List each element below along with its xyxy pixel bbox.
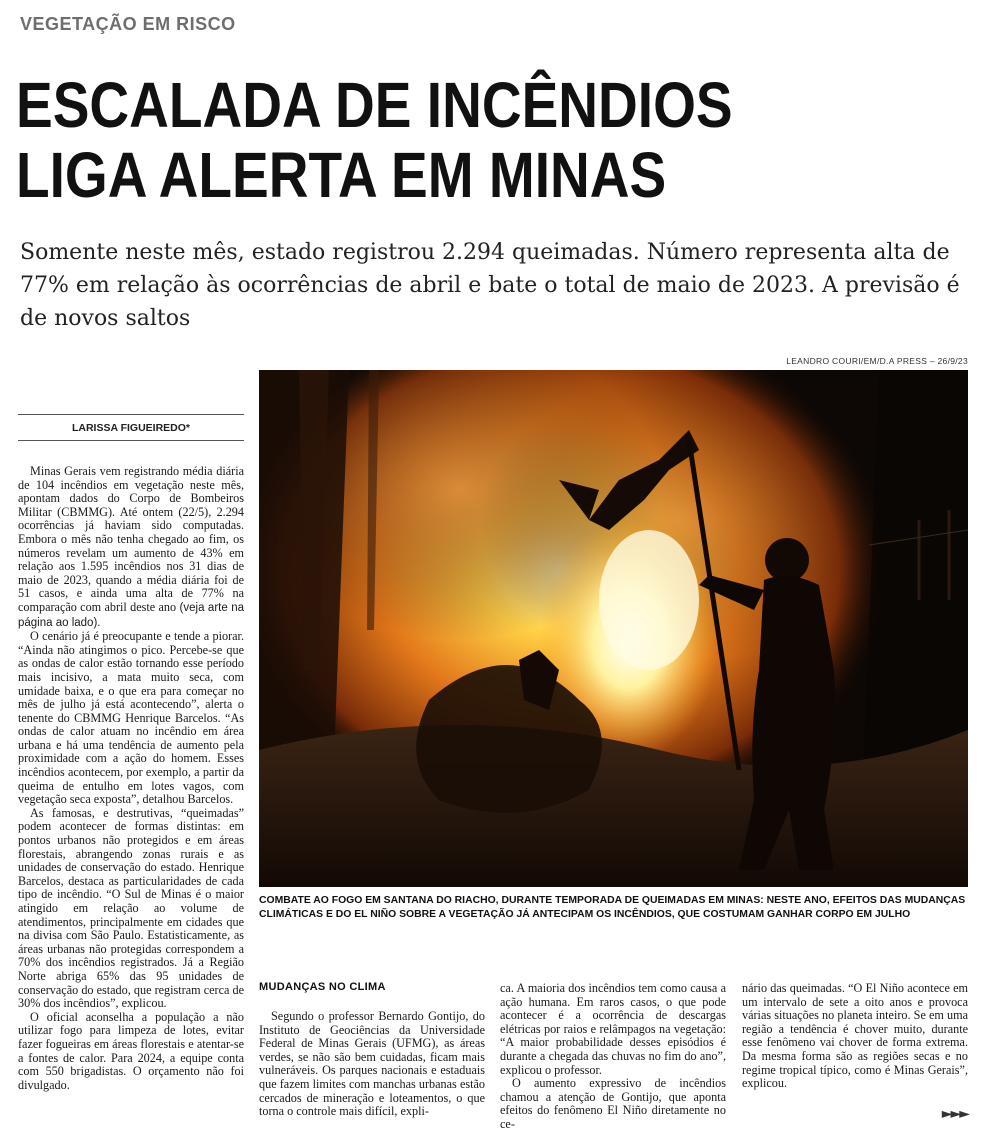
deck-subtitle: Somente neste mês, estado registrou 2.294 queimadas. Número representa alta de 77% em relação às ocorrências de abril e bate o total de maio de 2023. A previsão é de novos saltos: [20, 240, 960, 331]
photo-credit: LEANDRO COURI/EM/D.A PRESS – 26/9/23: [786, 356, 968, 366]
section-kicker: VEGETAÇÃO EM RISCO: [20, 14, 236, 34]
paragraph: Segundo o professor Bernardo Gontijo, do Instituto de Geociências da Universidade Federal de Minas Gerais (UFMG), as áreas verdes, se não são bem cuidadas, ficam mais vulneráveis. Os parques nacionais e estaduais que fazem limites com manchas urbanas estão cercados de mineração e loteamentos, o que torna o controle mais difícil, expli-: [259, 1009, 485, 1119]
byline: LARISSA FIGUEIREDO*: [71, 422, 191, 434]
headline-line-2: LIGA ALERTA EM MINAS: [16, 139, 667, 211]
paragraph: ca. A maioria dos incêndios tem como causa a ação humana. Em raros casos, o que pode acontecer é a ocorrência de descargas elétricas por raios e relâmpagos na vegetação: “A maior probabilidade desses episódios é durante a chegada das chuvas no fim do ano”, explicou o professor.: [500, 981, 726, 1077]
article-column-1: [18, 465, 244, 1092]
paragraph: O cenário já é preocupante e tende a piorar. “Ainda não atingimos o pico. Percebe-se que as ondas de calor estão tornando esse período mais incisivo, a mata muito seca, com umidade baixa, e o que era para começar no mês de julho já está acontecendo”, alerta o tenente do CBMMG Henrique Barcelos. “As ondas de calor atuam no incêndio em área urbana e há uma tendência de aumento pela proximidade com a ação do homem. Esses incêndios acontecem, por exemplo, a partir da queima de entulho em lotes vagos, com vegetação seca exposta”, detalhou Barcelos.: [18, 629, 244, 807]
fire-photo: [259, 370, 968, 887]
cross-reference: (veja arte na página ao lado).: [18, 601, 244, 629]
paragraph: nário das queimadas. “O El Niño acontece em um intervalo de sete a oito anos e provoca várias situações no planeta inteiro. Se em uma região a tendência é chover muito, durante esse fenômeno vai chover de forma extrema. Da mesma forma são as regiões secas e no regime tropical típico, como é Minas Gerais”, explicou.: [742, 981, 968, 1091]
paragraph: O aumento expressivo de incêndios chamou a atenção de Gontijo, que aponta efeitos do fenômeno El Niño diretamente no ce-: [500, 1076, 726, 1131]
article-column-3: [500, 982, 726, 1132]
headline: [16, 70, 733, 210]
byline-rule-bottom: [18, 440, 244, 441]
paragraph: O oficial aconselha a população a não utilizar fogo para limpeza de lotes, evitar fazer fogueiras em áreas florestais e atentar-se a fontes de calor. Para 2024, a equipe conta com 550 brigadistas. O orçamento não foi divulgado.: [18, 1009, 244, 1092]
fire-photo-illustration: [259, 370, 968, 887]
paragraph: As famosas, e destrutivas, “queimadas” podem acontecer de formas distintas: em pontos urbanos não protegidos e em áreas florestais, abrangendo zonas rurais e as unidades de conservação do estado. Henrique Barcelos, destaca as particularidades de cada tipo de incêndio. “O Sul de Minas é o maior atingido em relação ao volume de atendimentos, principalmente em cidades que na divisa com São Paulo. Estatisticamente, as áreas urbanas não protegidas correspondem a 70% dos incêndios registrados. Já a Região Norte abriga 65% das 95 unidades de conservação do estado, que registram cerca de 30% dos incêndios”, explicou.: [18, 805, 244, 1011]
article-column-4: [742, 982, 968, 1091]
continue-arrows: ►►►: [941, 1106, 968, 1122]
photo-caption: COMBATE AO FOGO EM SANTANA DO RIACHO, DURANTE TEMPORADA DE QUEIMADAS EM MINAS: NESTE ANO, EFEITOS DAS MUDANÇAS CLIMÁTICAS E DO EL NIÑO SOBRE A VEGETAÇÃO JÁ ANTECIPAM OS INCÊNDIOS, QUE COSTUMAM GANHAR CORPO EM JULHO: [259, 895, 966, 920]
subheading: MUDANÇAS NO CLIMA: [259, 981, 386, 993]
article-column-2: [259, 1010, 485, 1119]
headline-line-1: ESCALADA DE INCÊNDIOS: [16, 69, 733, 141]
paragraph: Minas Gerais vem registrando média diária de 104 incêndios em vegetação neste mês, apontam dados do Corpo de Bombeiros Militar (CBMMG). Até ontem (22/5), 2.294 ocorrências já haviam sido computadas. Embora o mês não tenha chegado ao fim, os números revelam um aumento de 43% em relação aos 1.595 incêndios nos 31 dias de maio de 2023, quando a média diária foi de 51 casos, e ainda uma alta de 77% na comparação com abril deste ano (veja arte na página ao lado).: [18, 464, 244, 629]
byline-rule-top: [18, 414, 244, 415]
